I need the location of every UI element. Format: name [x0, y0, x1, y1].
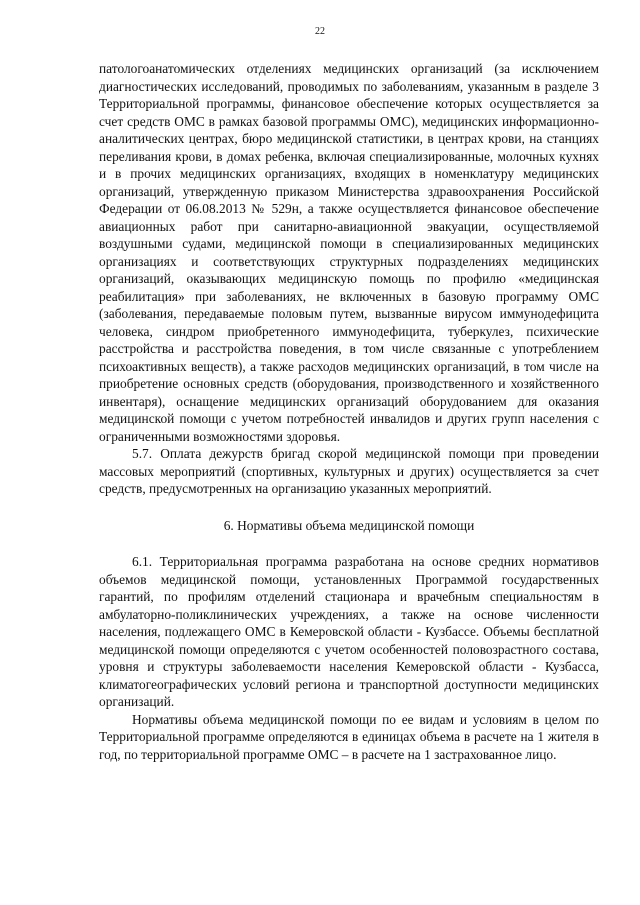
- paragraph-norms: Нормативы объема медицинской помощи по ее видам и условиям в целом по Территориальной программе определяются в единицах объема в расчете на 1 жителя в год, по территориальной программе ОМС – в расчете на 1 застрахованное лицо.: [99, 711, 599, 762]
- page-number: 22: [315, 26, 325, 37]
- paragraph-5-7: 5.7. Оплата дежурств бригад скорой медицинской помощи при проведении массовых мероприятий (спортивных, культурных и других) осуществляется за счет средств, предусмотренных на организацию указанных мероприятий.: [99, 446, 599, 496]
- paragraph-6-1: 6.1. Территориальная программа разработана на основе средних нормативов объемов медицинской помощи, установленных Программой государственных гарантий, по профилям отделений стационара и врачебным специальностям в амбулаторно-поликлинических учреждениях, а также на основе численности населения, подлежащего ОМС в Кемеровской области - Кузбассе. Объемы бесплатной медицинской помощи определяются с учетом особенностей половозрастного состава, уровня и структуры заболеваемости населения Кемеровской области - Кузбасса, климатогеографических условий региона и транспортной доступности медицинских организаций.: [99, 554, 599, 709]
- document-body: [99, 60, 599, 763]
- section-heading: 6. Нормативы объема медицинской помощи: [223, 517, 475, 533]
- paragraph-continuation: патологоанатомических отделениях медицинских организаций (за исключением диагностических исследований, проводимых по заболеваниям, указанным в разделе 3 Территориальной программы, финансовое обеспечение которых осуществляется за счет средств ОМС в рамках базовой программы ОМС), медицинских информационно-аналитических центрах, бюро медицинской статистики, в центрах крови, на станциях переливания крови, в домах ребенка, включая специализированные, молочных кухнях и в прочих медицинских организациях, входящих в номенклатуру медицинских организаций, утвержденную приказом Министерства здравоохранения Российской Федерации от 06.08.2013 № 529н, а также осуществляется финансовое обеспечение авиационных работ при санитарно-авиационной эвакуации, осуществляемой воздушными судами, медицинской помощи в специализированных медицинских организациях и соответствующих структурных подразделениях медицинских организаций, оказывающих медицинскую помощь по профилю «медицинская реабилитация» при заболеваниях, не включенных в базовую программу ОМС (заболевания, передаваемые половым путем, вызванные вирусом иммунодефицита человека, синдром приобретенного иммунодефицита, туберкулез, психические расстройства и расстройства поведения, в том числе связанные с употреблением психоактивных веществ), а также расходов медицинских организаций, в том числе на приобретение основных средств (оборудования, производственного и хозяйственного инвентаря), оснащение медицинских организаций оборудованием для оказания медицинской помощи с учетом потребностей инвалидов и других групп населения с ограниченными возможностями здоровья.: [99, 61, 599, 444]
